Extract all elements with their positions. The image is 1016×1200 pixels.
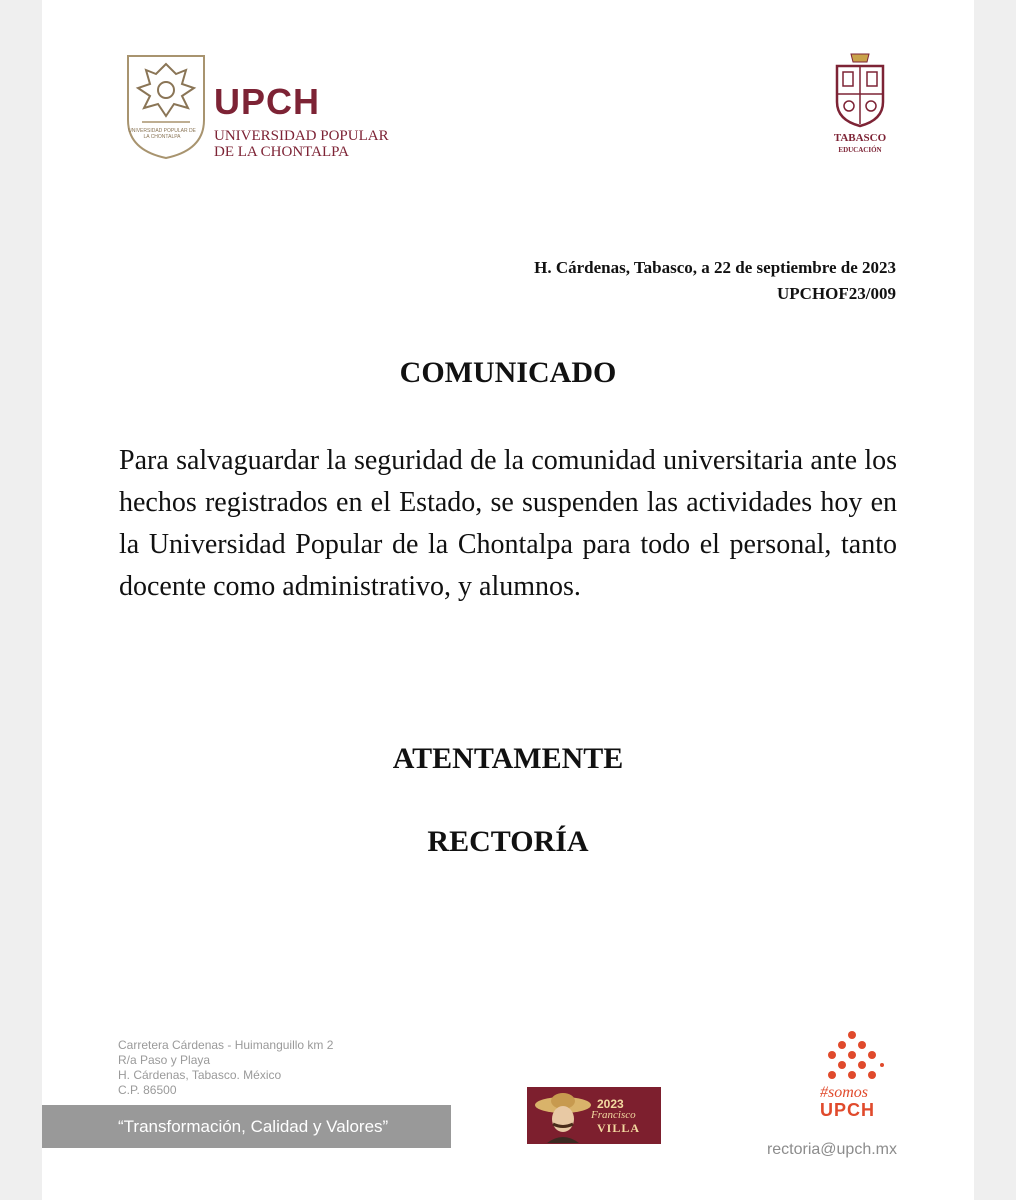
- contact-email[interactable]: rectoria@upch.mx: [766, 1141, 897, 1158]
- somos-upch-logo: [812, 1030, 902, 1120]
- address-line: Carretera Cárdenas - Huimanguillo km 2: [118, 1038, 334, 1052]
- place-and-date: H. Cárdenas, Tabasco, a 22 de septiembre de 2023: [534, 258, 896, 277]
- crest-caption: UNIVERSIDAD POPULAR DE LA CHONTALPA: [128, 128, 196, 140]
- somos-hashtag: #somos: [820, 1084, 869, 1101]
- document-title: COMUNICADO: [399, 356, 617, 389]
- address-line: R/a Paso y Playa: [118, 1053, 211, 1067]
- upch-logo: [122, 50, 389, 162]
- upch-acronym: UPCH: [214, 81, 321, 122]
- footer-address: [118, 1038, 333, 1098]
- slogan-bar: “Transformación, Calidad y Valores”: [42, 1105, 451, 1148]
- villa-name-last: VILLA: [597, 1121, 641, 1135]
- francisco-villa-badge: [527, 1087, 661, 1144]
- upch-full-name: [214, 128, 389, 160]
- body-paragraph: Para salvaguardar la seguridad de la comunidad universitaria ante los hechos registrados en el Estado, se suspenden las actividades hoy en la Universidad Popular de la Chontalpa para todo el personal, tanto docente como administrativo, y alumnos.: [119, 445, 897, 602]
- villa-portrait-icon: [533, 1091, 593, 1143]
- tabasco-shield-icon: [833, 50, 887, 128]
- villa-name-first: Francisco: [591, 1109, 636, 1121]
- upch-name-line2: DE LA CHONTALPA: [214, 144, 349, 160]
- address-line: C.P. 86500: [118, 1083, 177, 1097]
- tabasco-subtitle: EDUCACIÓN: [838, 146, 882, 154]
- address-line: H. Cárdenas, Tabasco. México: [118, 1068, 282, 1082]
- closing: ATENTAMENTE: [392, 742, 624, 775]
- tabasco-name: TABASCO: [833, 132, 887, 144]
- tabasco-logo: [825, 50, 895, 160]
- somos-acronym: UPCH: [820, 1100, 876, 1120]
- reference-number: UPCHOF23/009: [777, 284, 896, 303]
- letter-page: [42, 0, 974, 1200]
- villa-year: 2023: [597, 1097, 624, 1111]
- signature: RECTORÍA: [427, 825, 589, 858]
- upch-crest-icon: [122, 50, 210, 160]
- dots-cluster-icon: [820, 1030, 884, 1088]
- upch-name-line1: UNIVERSIDAD POPULAR: [214, 128, 389, 144]
